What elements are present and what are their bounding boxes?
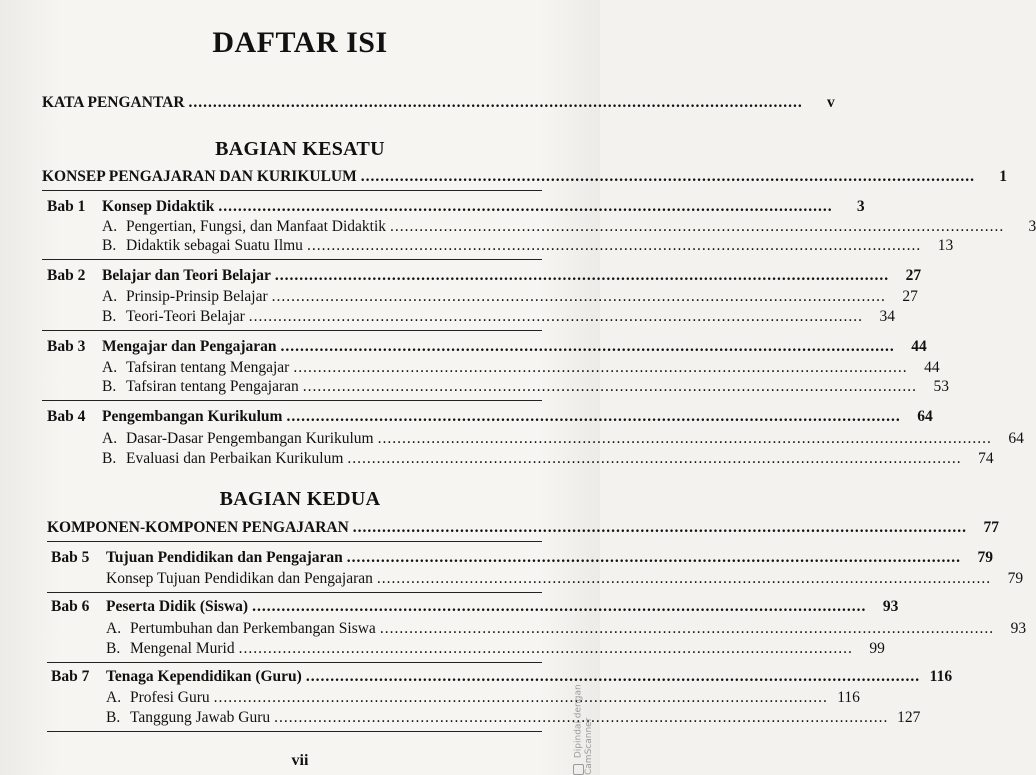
subentry-page: 34 [879, 308, 896, 325]
subentry-page: 3 [1028, 218, 1036, 235]
subentry-label: Tafsiran tentang Mengajar [126, 359, 290, 376]
chapter-page: 116 [929, 668, 953, 685]
chapter-title: Tenaga Kependidikan (Guru) [106, 668, 302, 685]
toc-chapter-4 [47, 408, 933, 426]
subentry-label: Mengenal Murid [130, 640, 235, 657]
subentry-page: 27 [902, 288, 918, 305]
watermark-text: Dipindai dengan CamScanner [573, 684, 594, 775]
toc-subentry [102, 288, 918, 306]
subentry-page: 79 [1007, 570, 1024, 587]
subentry-label: Teori-Teori Belajar [126, 308, 245, 325]
chapter-title: Konsep Didaktik [102, 198, 215, 215]
leader-dots: .............................................................................................................................. [302, 378, 918, 395]
chapter-divider [42, 400, 542, 401]
subentry-label: Tanggung Jawab Guru [130, 709, 271, 726]
page-title: DAFTAR ISI [212, 26, 388, 59]
toc-entry-kata-pengantar [42, 94, 835, 112]
subentry-page: 74 [978, 450, 994, 467]
subentry-letter: A. [102, 288, 118, 305]
chapter-page: 3 [856, 198, 865, 215]
leader-dots: .............................................................................................................................. [347, 450, 962, 467]
toc-subentry [102, 359, 940, 377]
section-divider [47, 541, 542, 542]
leader-dots: .............................................................................................................................. [379, 620, 995, 637]
toc-section-page: 77 [983, 519, 1000, 536]
leader-dots: .............................................................................................................................. [213, 689, 828, 706]
subentry-label: Evaluasi dan Perbaikan Kurikulum [126, 450, 344, 467]
toc-chapter-6 [51, 598, 899, 616]
toc-subentry [102, 308, 896, 326]
toc-chapter-5 [51, 549, 993, 567]
chapter-page: 93 [882, 598, 899, 615]
toc-subentry [106, 570, 1024, 588]
leader-dots: .............................................................................................................................. [293, 359, 908, 376]
subentry-letter: B. [102, 237, 117, 254]
toc-section-label: KOMPONEN-KOMPONEN PENGAJARAN [47, 519, 349, 536]
subentry-letter: A. [102, 430, 118, 447]
leader-dots: .............................................................................................................................. [218, 198, 833, 215]
toc-subentry [102, 378, 950, 396]
subentry-letter: B. [106, 640, 121, 657]
toc-subentry [102, 430, 1024, 448]
subentry-label: Dasar-Dasar Pengembangan Kurikulum [126, 430, 374, 447]
chapter-divider [47, 662, 542, 663]
toc-chapter-7 [51, 668, 953, 686]
subentry-page: 116 [837, 689, 860, 706]
subentry-page: 99 [869, 640, 885, 657]
chapter-number: Bab 5 [51, 549, 90, 566]
subentry-page: 127 [897, 709, 921, 726]
leader-dots: .............................................................................................................................. [306, 237, 922, 254]
toc-subentry [106, 689, 860, 707]
leader-dots: .............................................................................................................................. [238, 640, 853, 657]
toc-chapter-3 [47, 338, 927, 356]
subentry-page: 44 [924, 359, 940, 376]
subentry-page: 53 [933, 378, 950, 395]
leader-dots: .............................................................................................................................. [376, 570, 992, 587]
chapter-page: 79 [977, 549, 993, 566]
chapter-number: Bab 7 [51, 668, 90, 685]
chapter-number: Bab 2 [47, 267, 86, 284]
subentry-label: Didaktik sebagai Suatu Ilmu [126, 237, 303, 254]
toc-chapter-1 [47, 198, 865, 216]
subentry-letter: A. [106, 620, 122, 637]
leader-dots: .............................................................................................................................. [390, 218, 1005, 235]
chapter-page: 44 [911, 338, 927, 355]
scanner-watermark [573, 650, 594, 775]
leader-dots: .............................................................................................................................. [352, 519, 968, 536]
leader-dots: .............................................................................................................................. [271, 288, 886, 305]
chapter-title: Tujuan Pendidikan dan Pengajaran [106, 549, 343, 566]
chapter-divider [42, 330, 542, 331]
chapter-title: Pengembangan Kurikulum [102, 408, 283, 425]
chapter-number: Bab 1 [47, 198, 86, 215]
subentry-letter: A. [102, 359, 118, 376]
subentry-letter: B. [106, 709, 121, 726]
toc-subentry [102, 450, 994, 468]
leader-dots: .............................................................................................................................. [280, 338, 895, 355]
leader-dots: .............................................................................................................................. [188, 94, 803, 111]
toc-subentry [102, 237, 954, 255]
subentry-letter: A. [102, 218, 118, 235]
leader-dots: .............................................................................................................................. [360, 168, 975, 185]
page-number: vii [291, 752, 309, 769]
subentry-letter: B. [102, 308, 117, 325]
subentry-letter: B. [102, 378, 117, 395]
toc-subentry [106, 620, 1027, 638]
leader-dots: .............................................................................................................................. [305, 668, 921, 685]
toc-entry-label: KATA PENGANTAR [42, 94, 185, 111]
chapter-number: Bab 4 [47, 408, 86, 425]
part-heading-1: BAGIAN KESATU [215, 138, 385, 160]
subentry-letter: B. [102, 450, 117, 467]
chapter-divider [47, 731, 542, 732]
chapter-divider [47, 592, 542, 593]
subentry-label: Konsep Tujuan Pendidikan dan Pengajaran [106, 570, 373, 587]
subentry-label: Pengertian, Fungsi, dan Manfaat Didaktik [126, 218, 387, 235]
subentry-page: 13 [937, 237, 954, 254]
chapter-page: 27 [905, 267, 922, 284]
chapter-number: Bab 3 [47, 338, 86, 355]
chapter-page: 64 [917, 408, 933, 425]
subentry-page: 64 [1008, 430, 1024, 447]
subentry-label: Tafsiran tentang Pengajaran [126, 378, 299, 395]
camscanner-logo-icon [573, 764, 584, 775]
chapter-title: Belajar dan Teori Belajar [102, 267, 271, 284]
toc-section-1 [42, 168, 1007, 186]
subentry-label: Pertumbuhan dan Perkembangan Siswa [130, 620, 376, 637]
leader-dots: .............................................................................................................................. [377, 430, 992, 447]
leader-dots: .............................................................................................................................. [346, 549, 961, 566]
subentry-label: Profesi Guru [130, 689, 210, 706]
leader-dots: .............................................................................................................................. [252, 598, 867, 615]
subentry-label: Prinsip-Prinsip Belajar [126, 288, 268, 305]
chapter-divider [42, 259, 542, 260]
toc-subentry [106, 640, 885, 658]
subentry-letter: A. [106, 689, 122, 706]
leader-dots: .............................................................................................................................. [286, 408, 901, 425]
toc-section-page: 1 [999, 168, 1007, 185]
subentry-page: 93 [1010, 620, 1027, 637]
section-divider [42, 190, 542, 191]
chapter-number: Bab 6 [51, 598, 90, 615]
toc-section-2 [47, 519, 1000, 537]
chapter-title: Peserta Didik (Siswa) [106, 598, 249, 615]
toc-entry-page: v [827, 94, 835, 111]
part-heading-2: BAGIAN KEDUA [219, 488, 381, 510]
toc-chapter-2 [47, 267, 922, 285]
leader-dots: .............................................................................................................................. [274, 709, 889, 726]
toc-subentry [106, 709, 921, 727]
chapter-title: Mengajar dan Pengajaran [102, 338, 277, 355]
toc-section-label: KONSEP PENGAJARAN DAN KURIKULUM [42, 168, 357, 185]
toc-subentry [102, 218, 1036, 236]
leader-dots: .............................................................................................................................. [248, 308, 864, 325]
leader-dots: .............................................................................................................................. [274, 267, 890, 284]
